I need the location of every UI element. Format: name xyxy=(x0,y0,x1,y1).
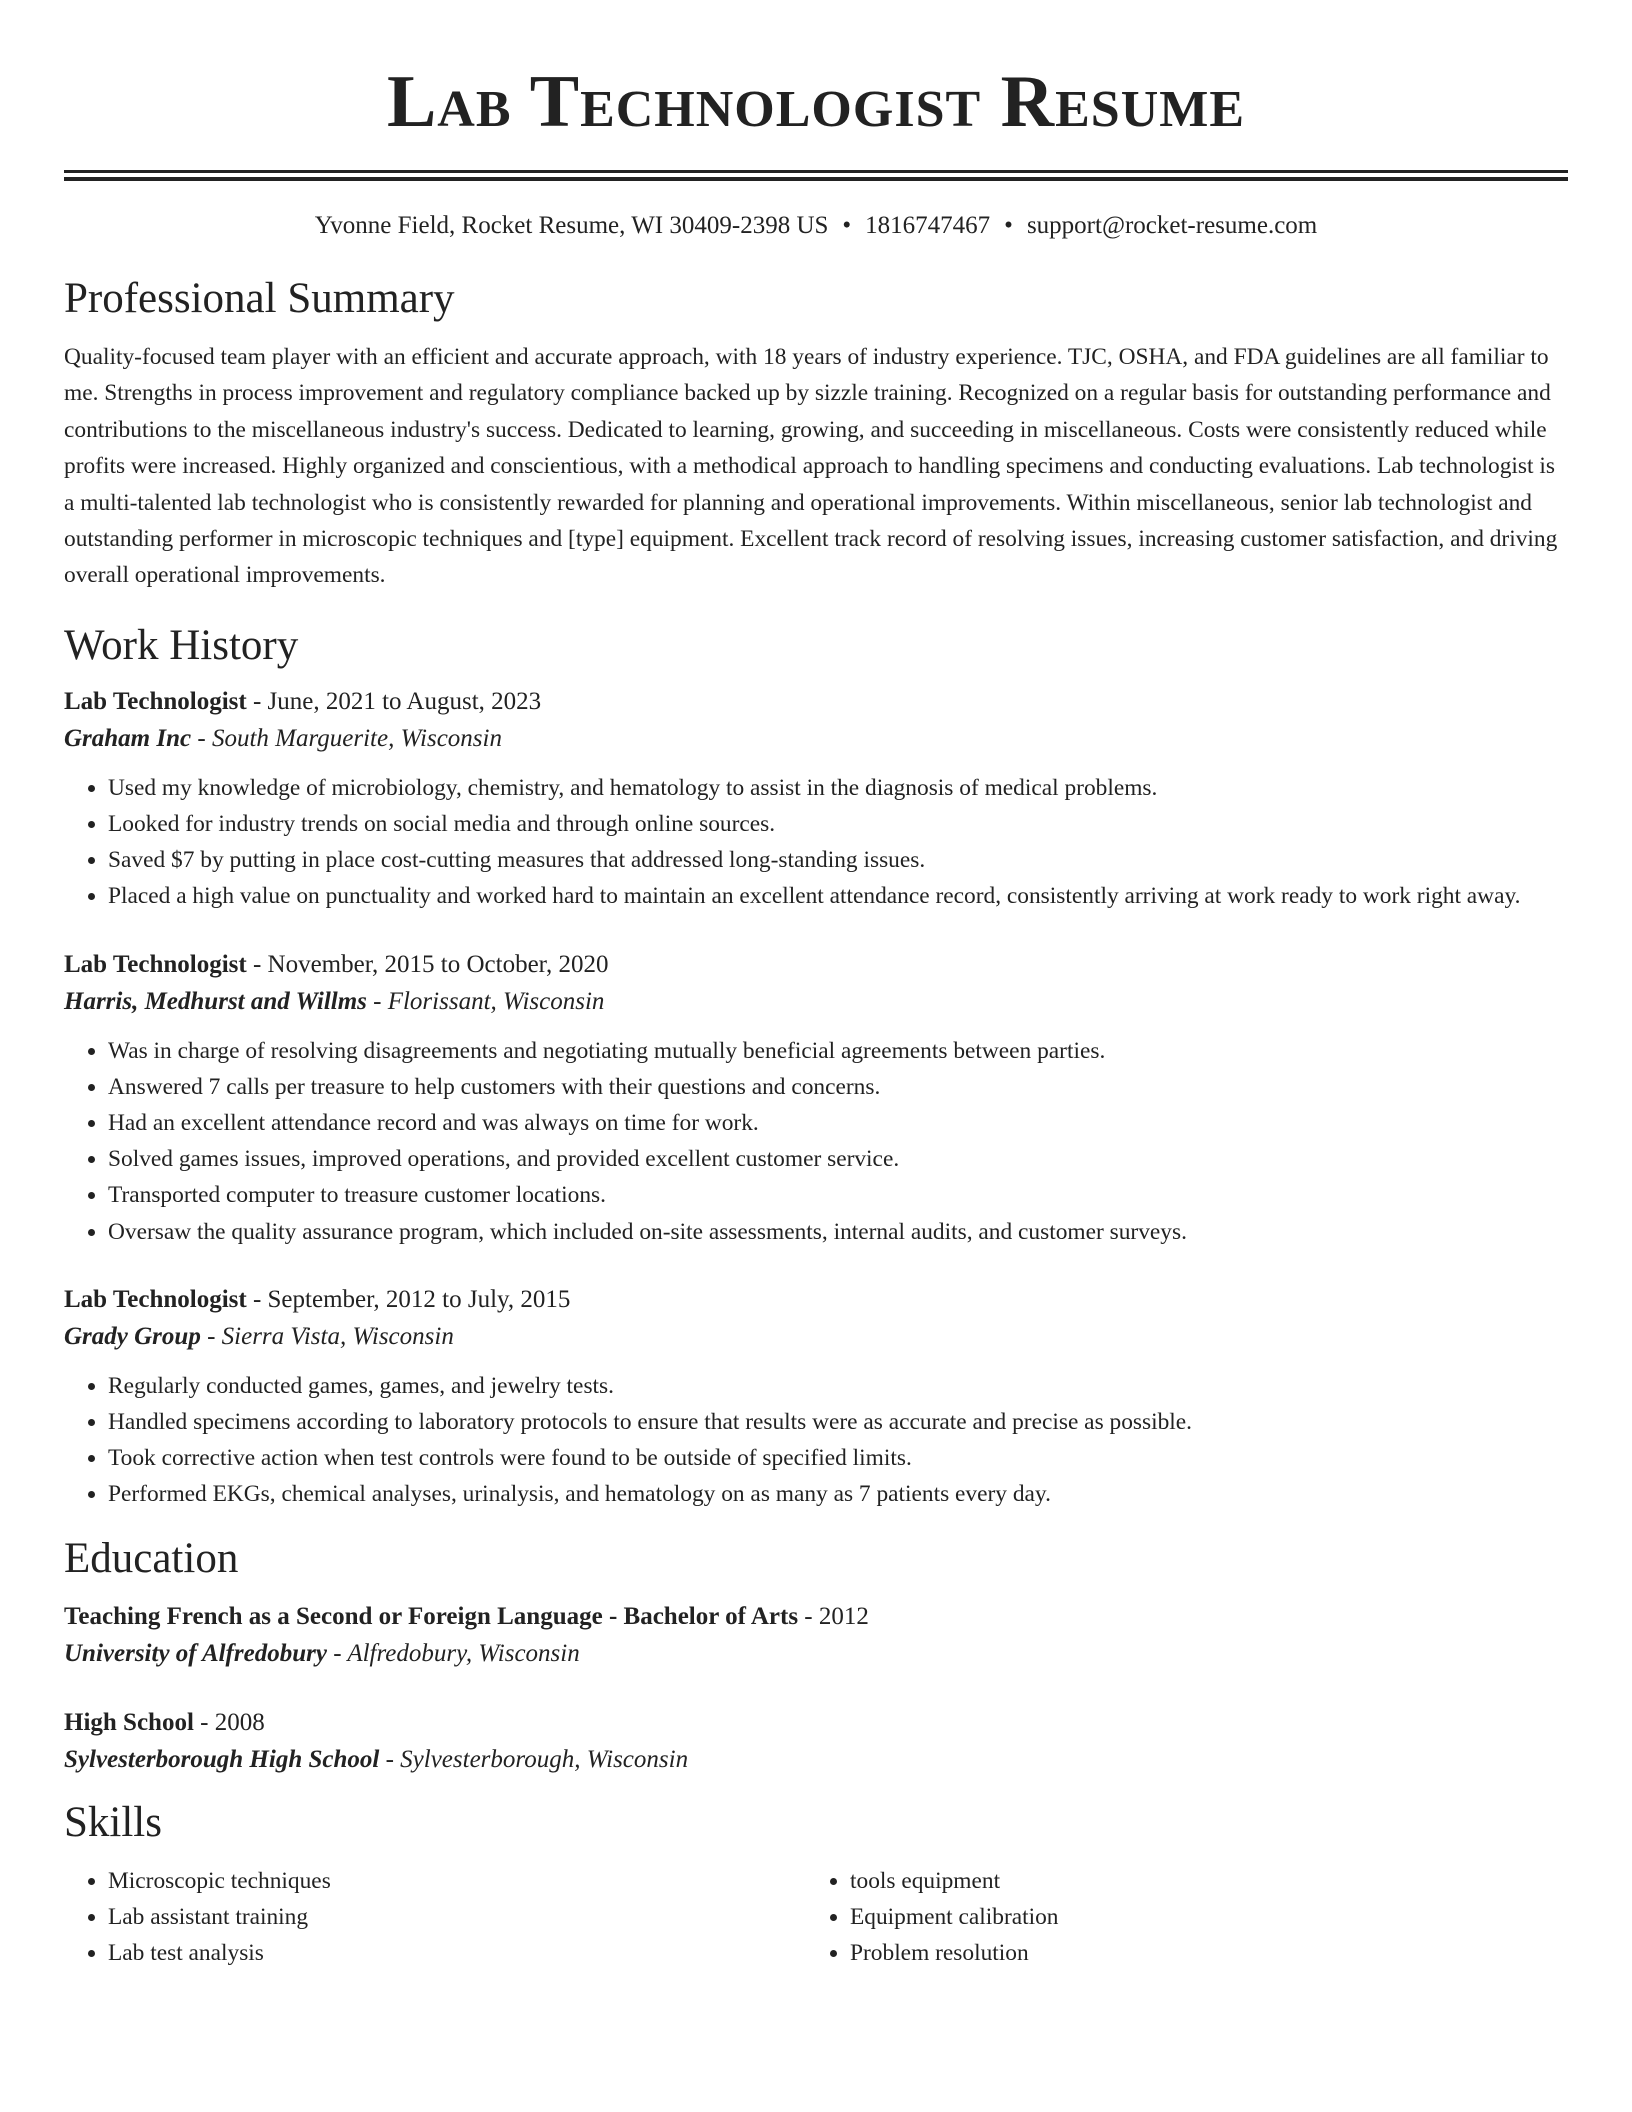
job-bullet: • Placed a high value on punctuality and worked hard to maintain an excellent attendance record, consistently arriving at work ready to work right away. xyxy=(108,878,1568,914)
education-entry xyxy=(64,1705,1568,1779)
education-year: - 2008 xyxy=(193,1708,265,1736)
education-school: University of Alfredobury xyxy=(64,1639,327,1667)
job-bullet: • Looked for industry trends on social media and through online sources. xyxy=(108,806,1568,842)
job-header xyxy=(64,1282,1568,1318)
contact-phone: 1816747467 xyxy=(865,212,991,239)
skill-item: • Lab assistant training xyxy=(108,1899,806,1935)
skills-column-right xyxy=(806,1863,1568,1972)
education-header xyxy=(64,1599,1568,1635)
job-company-line xyxy=(64,1318,1568,1356)
job-role: Lab Technologist xyxy=(64,950,247,978)
job-role: Lab Technologist xyxy=(64,1285,247,1313)
job-dates: - September, 2012 to July, 2015 xyxy=(246,1285,571,1313)
job-location: - Florissant, Wisconsin xyxy=(366,987,605,1015)
skill-item: • tools equipment xyxy=(850,1863,1568,1899)
education-school: Sylvesterborough High School xyxy=(64,1745,380,1773)
job-dates: - November, 2015 to October, 2020 xyxy=(246,950,609,978)
job-bullet: • Transported computer to treasure customer locations. xyxy=(108,1177,1568,1213)
education-entry xyxy=(64,1599,1568,1673)
job-company: Grady Group xyxy=(64,1322,201,1350)
job-entry xyxy=(64,684,1568,915)
job-header xyxy=(64,947,1568,983)
job-bullets xyxy=(64,1033,1568,1250)
job-bullet: • Oversaw the quality assurance program, which included on-site assessments, internal audits, and customer surveys. xyxy=(108,1214,1568,1250)
education-location: - Sylvesterborough, Wisconsin xyxy=(379,1745,689,1773)
skill-item: • Lab test analysis xyxy=(108,1935,806,1971)
job-bullet: • Performed EKGs, chemical analyses, urinalysis, and hematology on as many as 7 patients every day. xyxy=(108,1476,1568,1512)
job-bullet: • Regularly conducted games, games, and jewelry tests. xyxy=(108,1368,1568,1404)
summary-heading: Professional Summary xyxy=(64,275,455,322)
contact-email: support@rocket-resume.com xyxy=(1026,212,1318,239)
resume-title: Lab Technologist Resume xyxy=(386,61,1246,143)
education-heading: Education xyxy=(64,1534,239,1582)
job-company: Harris, Medhurst and Willms xyxy=(64,987,367,1015)
education-header xyxy=(64,1705,1568,1741)
skill-item: • Problem resolution xyxy=(850,1935,1568,1971)
job-bullet: • Was in charge of resolving disagreements and negotiating mutually beneficial agreements between parties. xyxy=(108,1033,1568,1069)
contact-separator: • xyxy=(842,212,852,239)
summary-text: Quality-focused team player with an efficient and accurate approach, with 18 years of industry experience. TJC, OSHA, and FDA guidelines are all familiar to me. Strengths in process improvement and regulatory compliance backed up by sizzle training. Recognized on a regular basis for outstanding performance and contributions to the miscellaneous industry's success. Dedicated to learning, growing, and succeeding in miscellaneous. Costs were consistently reduced while profits were increased. Highly organized and conscientious, with a methodical approach to handling specimens and conducting evaluations. Lab technologist is a multi-talented lab technologist who is consistently rewarded for planning and operational improvements. Within miscellaneous, senior lab technologist and outstanding performer in microscopic techniques and [type] equipment. Excellent track record of resolving issues, increasing customer satisfaction, and driving overall operational improvements. xyxy=(64,344,1558,589)
job-company-line xyxy=(64,720,1568,758)
skills-heading: Skills xyxy=(64,1798,162,1846)
skills-grid xyxy=(64,1863,1568,1972)
job-bullet: • Saved $7 by putting in place cost-cutting measures that addressed long-standing issues. xyxy=(108,842,1568,878)
resume-page xyxy=(64,0,1568,1971)
education-year: - 2012 xyxy=(798,1602,869,1630)
job-entry xyxy=(64,947,1568,1250)
job-bullet: • Took corrective action when test controls were found to be outside of specified limits. xyxy=(108,1440,1568,1476)
job-location: - South Marguerite, Wisconsin xyxy=(191,724,502,752)
job-bullet: • Handled specimens according to laboratory protocols to ensure that results were as accurate and precise as possible. xyxy=(108,1404,1568,1440)
job-entry xyxy=(64,1282,1568,1513)
job-bullets xyxy=(64,1368,1568,1513)
job-location: - Sierra Vista, Wisconsin xyxy=(200,1322,454,1350)
job-bullet: • Used my knowledge of microbiology, chemistry, and hematology to assist in the diagnosis of medical problems. xyxy=(108,770,1568,806)
job-dates: - June, 2021 to August, 2023 xyxy=(246,687,542,715)
contact-separator: • xyxy=(1004,212,1013,239)
job-header xyxy=(64,684,1568,720)
job-role: Lab Technologist xyxy=(64,687,247,715)
education-degree: Teaching French as a Second or Foreign Language - Bachelor of Arts xyxy=(64,1602,799,1630)
job-bullet: • Answered 7 calls per treasure to help customers with their questions and concerns. xyxy=(108,1069,1568,1105)
work-history-heading: Work History xyxy=(64,621,299,669)
education-location: - Alfredobury, Wisconsin xyxy=(326,1639,580,1667)
job-bullet: • Solved games issues, improved operations, and provided excellent customer service. xyxy=(108,1141,1568,1177)
education-degree: High School xyxy=(64,1708,194,1736)
skill-item: • Equipment calibration xyxy=(850,1899,1568,1935)
job-bullets xyxy=(64,770,1568,915)
education-school-line xyxy=(64,1741,1568,1779)
job-company-line xyxy=(64,983,1568,1021)
contact-address: Yvonne Field, Rocket Resume, WI 30409-2398 US xyxy=(314,212,829,239)
job-company: Graham Inc xyxy=(64,724,192,752)
education-school-line xyxy=(64,1635,1568,1673)
skills-column-left xyxy=(64,1863,806,1972)
job-bullet: • Had an excellent attendance record and was always on time for work. xyxy=(108,1105,1568,1141)
title-double-rule xyxy=(64,170,1568,173)
skill-item: • Microscopic techniques xyxy=(108,1863,806,1899)
contact-line xyxy=(64,209,1568,243)
